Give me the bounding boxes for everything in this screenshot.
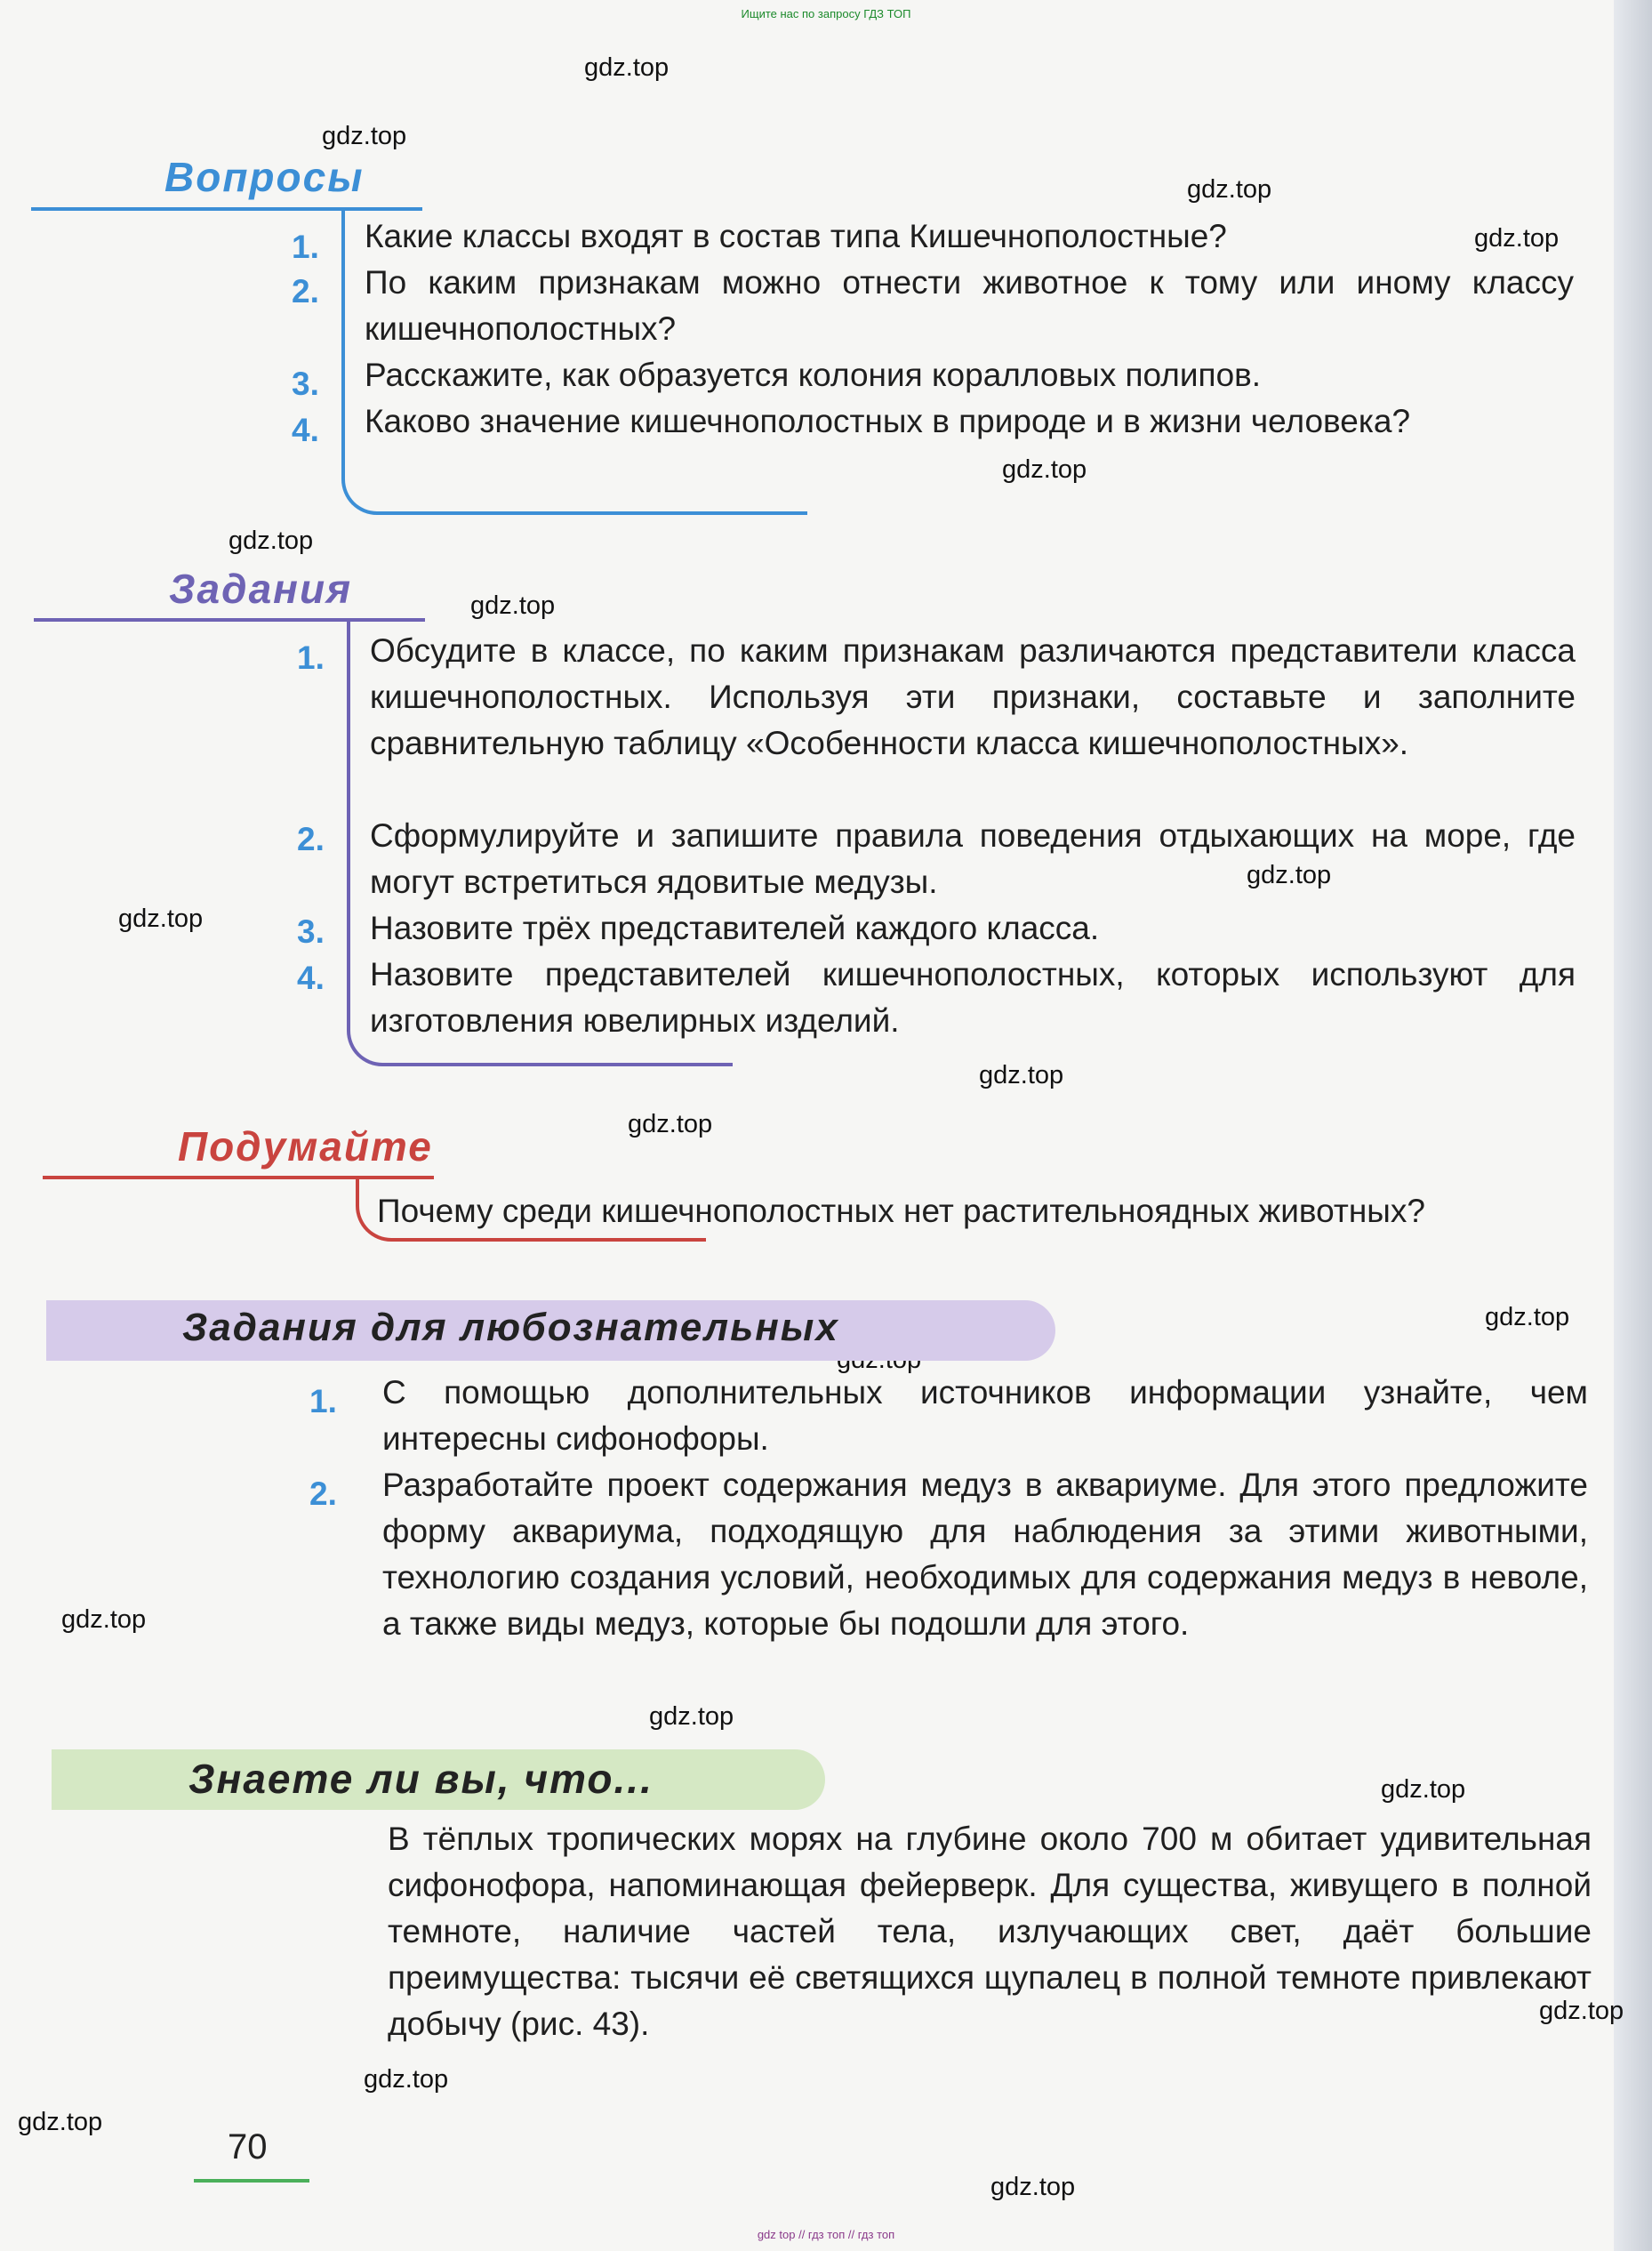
watermark: gdz.top xyxy=(979,1061,1064,1089)
watermark: gdz.top xyxy=(1187,175,1272,204)
know-text: В тёплых тропических морях на глубине около 700 м обитает удивительная сифонофора, напоминающая фейерверк. Для существа, живущего в полной темноте, наличие частей тела, излучающих свет, даёт большие преимущества: тысячи её светящихся щупалец в полной темноте привлекают добычу (рис. 43). xyxy=(388,1821,1592,2042)
watermark: gdz.top xyxy=(61,1605,147,1634)
watermark: gdz.top xyxy=(322,122,407,150)
watermark: gdz.top xyxy=(1002,455,1087,484)
questions-heading: Вопросы xyxy=(164,154,365,200)
watermark: gdz.top xyxy=(118,904,204,933)
task-number: 1. xyxy=(297,639,325,676)
tasks-heading: Задания xyxy=(169,566,353,612)
watermark: gdz.top xyxy=(649,1702,734,1731)
watermark: gdz.top xyxy=(1485,1303,1570,1331)
question-text: Расскажите, как образуется колония коралловых полипов. xyxy=(365,357,1262,393)
task-number: 4. xyxy=(297,960,325,996)
curious-number: 2. xyxy=(309,1475,337,1512)
watermark: gdz.top xyxy=(470,591,556,620)
watermark: gdz.top xyxy=(364,2065,449,2094)
task-text: Сформулируйте и запишите правила поведения отдыхающих на море, где могут встретиться ядовитые медузы. xyxy=(370,817,1576,900)
task-text: Назовите представителей кишечнополостных, которых используют для изготовления ювелирных изделий. xyxy=(370,956,1576,1039)
know-heading: Знаете ли вы, что... xyxy=(188,1756,654,1802)
watermark: gdz.top xyxy=(1474,224,1560,253)
question-number: 3. xyxy=(292,366,319,402)
think-heading: Подумайте xyxy=(178,1123,433,1170)
page-edge xyxy=(1614,0,1652,2251)
page-number-underline xyxy=(194,2179,309,2183)
curious-number: 1. xyxy=(309,1383,337,1419)
watermark: gdz.top xyxy=(1247,861,1332,889)
question-text: По каким признакам можно отнести животное к тому или иному классу кишечнополостных? xyxy=(365,264,1574,347)
task-number: 2. xyxy=(297,821,325,857)
top-note: Ищите нас по запросу ГДЗ ТОП xyxy=(741,7,911,20)
watermark: gdz.top xyxy=(628,1110,713,1138)
question-number: 1. xyxy=(292,229,319,265)
watermark: gdz.top xyxy=(584,53,670,82)
watermark: gdz.top xyxy=(990,2173,1076,2201)
curious-heading: Задания для любознательных xyxy=(182,1306,839,1349)
question-number: 2. xyxy=(292,273,319,310)
question-text: Какие классы входят в состав типа Кишечнополостные? xyxy=(365,218,1227,254)
task-text: Обсудите в классе, по каким признакам различаются представители класса кишечнополостных. Используя эти признаки, составьте и заполните сравнительную таблицу «Особенности класса кишечнополостных». xyxy=(370,632,1576,761)
watermark: gdz.top xyxy=(18,2108,103,2136)
page-number: 70 xyxy=(228,2127,268,2167)
question-number: 4. xyxy=(292,412,319,448)
question-text: Каково значение кишечнополостных в природе и в жизни человека? xyxy=(365,403,1411,439)
task-text: Назовите трёх представителей каждого класса. xyxy=(370,910,1100,946)
curious-text: Разработайте проект содержания медуз в аквариуме. Для этого предложите форму аквариума, подходящую для наблюдения за этими животными, технологию создания условий, необходимых для содержания медуз в неволе, а также виды медуз, которые бы подошли для этого. xyxy=(382,1467,1588,1642)
think-text: Почему среди кишечнополостных нет растительноядных животных? xyxy=(377,1193,1425,1229)
watermark: gdz.top xyxy=(1539,1997,1624,2025)
bottom-note: gdz top // гдз топ // гдз топ xyxy=(757,2228,895,2241)
curious-text: С помощью дополнительных источников информации узнайте, чем интересны сифонофоры. xyxy=(382,1374,1588,1457)
watermark: gdz.top xyxy=(229,527,314,555)
task-number: 3. xyxy=(297,913,325,950)
watermark: gdz.top xyxy=(1381,1775,1466,1804)
